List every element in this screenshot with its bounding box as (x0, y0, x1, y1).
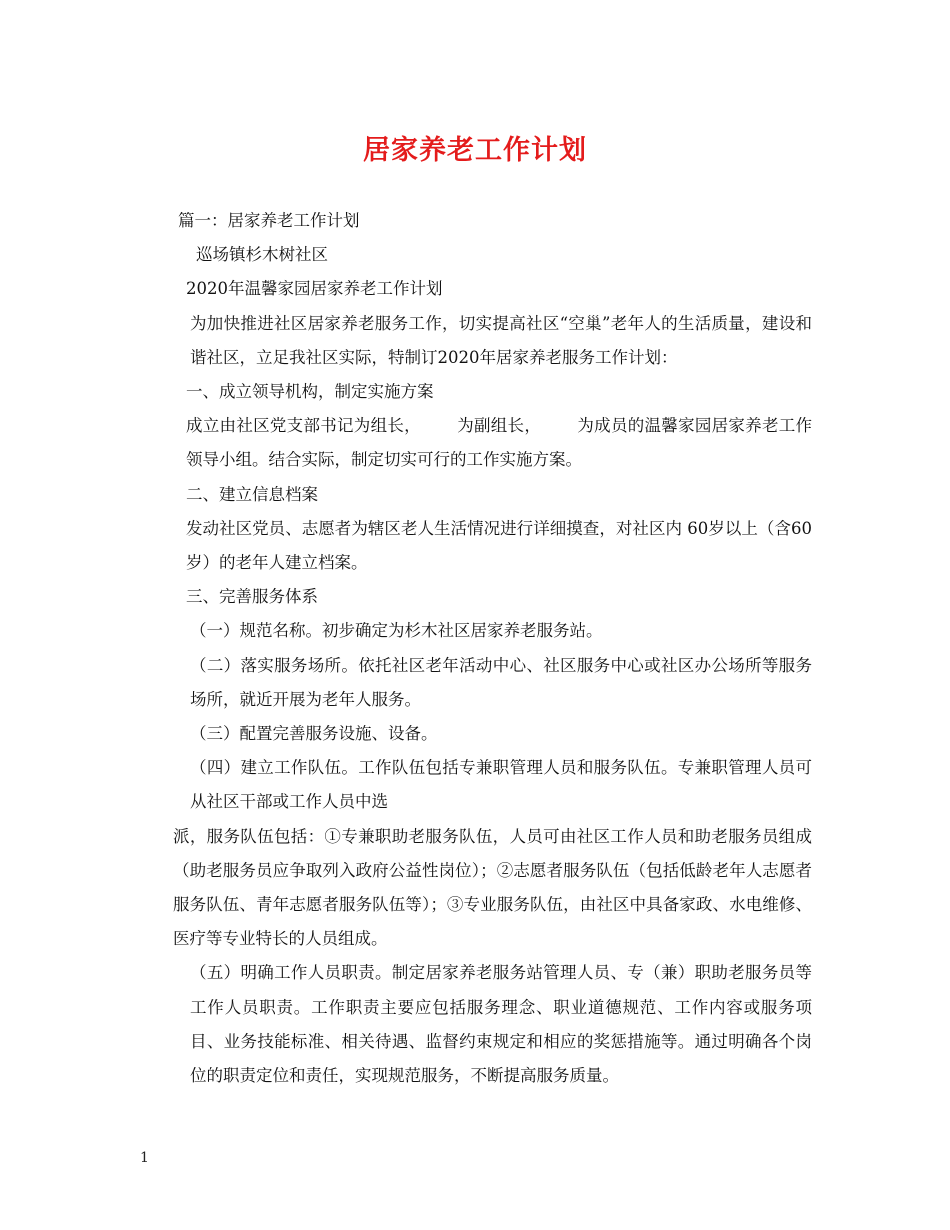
item-service-venue: （二）落实服务场所。依托社区老年活动中心、社区服务中心或社区办公场所等服务场所，就近开展为老年人服务。 (190, 655, 812, 709)
paragraph-intro: 为加快推进社区居家养老服务工作，切实提高社区“空巢”老年人的生活质量，建设和谐社区，立足我社区实际，特制订2020年居家养老服务工作计划： (190, 313, 812, 367)
heading-archives: 二、建立信息档案 (186, 484, 318, 504)
document-body (140, 204, 812, 1093)
paragraph-leadership (140, 409, 812, 477)
page-number: 1 (140, 1150, 149, 1166)
item-team: （四）建立工作队伍。工作队伍包括专兼职管理人员和服务队伍。专兼职管理人员可从社区干部或工作人员中选 (190, 758, 812, 812)
heading-service-system: 三、完善服务体系 (186, 587, 318, 607)
leadership-part-2: 为副组长， (456, 416, 542, 436)
leadership-part-3: 为成员的温馨家园居家养老工作领导小组。结合实际，制定切实可行的工作实施方案。 (186, 416, 813, 470)
item-duties: （五）明确工作人员职责。制定居家养老服务站管理人员、专（兼）职助老服务员等工作人员职责。工作职责主要应包括服务理念、职业道德规范、工作内容或服务项目、业务技能标准、相关待遇、监督约束规定和相应的奖惩措施等。通过明确各个岗位的职责定位和责任，实现规范服务，不断提高服务质量。 (190, 963, 812, 1086)
leadership-part-1: 成立由社区党支部书记为组长， (186, 416, 421, 436)
item-facilities: （三）配置完善服务设施、设备。 (190, 724, 438, 744)
item-team-continued: 派，服务队伍包括：①专兼职助老服务队伍，人员可由社区工作人员和助老服务员组成（助老服务员应争取列入政府公益性岗位）；②志愿者服务队伍（包括低龄老年人志愿者服务队伍、青年志愿者服务队伍等）；③专业服务队伍，由社区中具备家政、水电维修、医疗等专业特长的人员组成。 (173, 826, 812, 949)
paragraph-section-heading: 篇一：居家养老工作计划 (178, 211, 360, 230)
paragraph-plan-title: 2020年温馨家园居家养老工作计划 (186, 279, 443, 299)
document-title: 居家养老工作计划 (363, 135, 587, 166)
heading-leadership: 一、成立领导机构，制定实施方案 (186, 382, 434, 402)
paragraph-community-name: 巡场镇杉木树社区 (196, 245, 328, 265)
item-name-standard: （一）规范名称。初步确定为杉木社区居家养老服务站。 (190, 621, 603, 641)
paragraph-archives: 发动社区党员、志愿者为辖区老人生活情况进行详细摸查，对社区内 60岁以上（含60岁）的老年人建立档案。 (186, 518, 812, 573)
